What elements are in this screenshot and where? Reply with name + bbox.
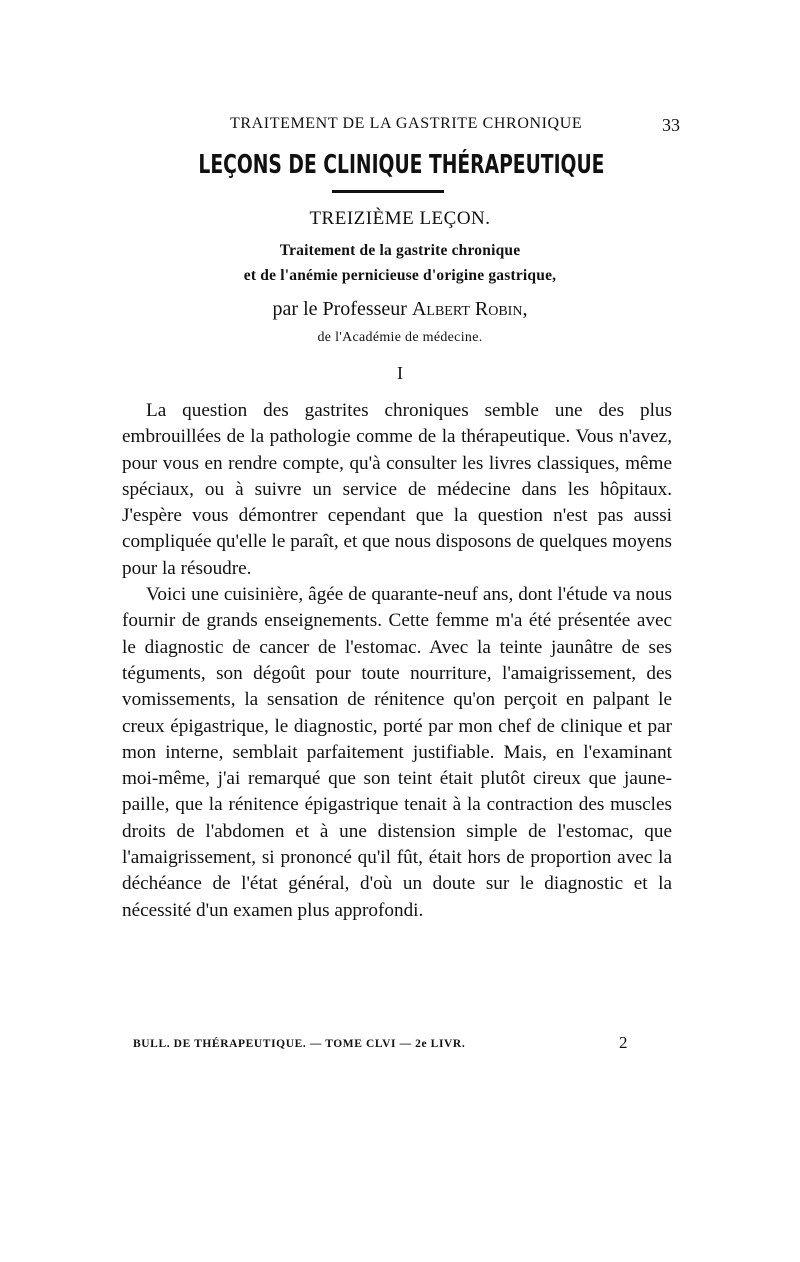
footer-signature: BULL. DE THÉRAPEUTIQUE. — TOME CLVI — 2e LIVR. bbox=[133, 1038, 466, 1050]
footer-sheet-number: 2 bbox=[619, 1033, 628, 1052]
title-rule bbox=[332, 190, 444, 193]
author-suffix: , bbox=[522, 298, 528, 320]
page-number: 33 bbox=[662, 115, 680, 135]
subtitle-line-2: et de l'anémie pernicieuse d'origine gastrique, bbox=[243, 267, 557, 284]
body-text bbox=[122, 398, 672, 924]
paragraph-2: Voici une cuisinière, âgée de quarante-neuf ans, dont l'étude va nous fournir de grands enseignements. Cette femme m'a été présentée avec le diagnostic de cancer de l'estomac. Avec la teinte jaunâtre de ses téguments, son dégoût pour toute nourriture, l'amaigrissement, des vomissements, la sensation de rénitence qu'on perçoit en palpant le creux épigastrique, le diagnostic, porté par mon chef de clinique et par mon interne, semblait parfaitement justifiable. Mais, en l'examinant moi-même, j'ai remarqué que son teint était plutôt cireux que jaune-paille, que la rénitence épigastrique tenait à la contraction des muscles droits de l'abdomen et à une distension simple de l'estomac, que l'amaigrissement, si prononcé qu'il fût, était hors de proportion avec la déchéance de l'état général, d'où un doute sur le diagnostic et la nécessité d'un examen plus approfondi. bbox=[122, 584, 672, 921]
author-prefix: par le Professeur bbox=[272, 298, 412, 320]
section-numeral: I bbox=[397, 363, 403, 383]
running-head-title: TRAITEMENT DE LA GASTRITE CHRONIQUE bbox=[230, 115, 583, 132]
subtitle-line-1: Traitement de la gastrite chronique bbox=[279, 242, 521, 259]
lecture-number: TREIZIÈME LEÇON. bbox=[309, 208, 491, 229]
paragraph-1: La question des gastrites chroniques semble une des plus embrouillées de la pathologie comme de la thérapeutique. Vous n'avez, pour vous en rendre compte, qu'à consulter les livres classiques, même spéciaux, ou à suivre un service de médecine dans les hôpitaux. J'espère vous démontrer cependant que la question n'est pas aussi compliquée qu'elle le paraît, et que nous disposons de quelques moyens pour la résoudre. bbox=[122, 400, 672, 579]
running-head bbox=[120, 115, 680, 139]
author-name: Albert Robin bbox=[411, 298, 523, 320]
author-line bbox=[120, 298, 680, 321]
author-affiliation: de l'Académie de médecine. bbox=[317, 330, 483, 345]
series-title: LEÇONS DE CLINIQUE THÉRAPEUTIQUE bbox=[198, 150, 605, 180]
